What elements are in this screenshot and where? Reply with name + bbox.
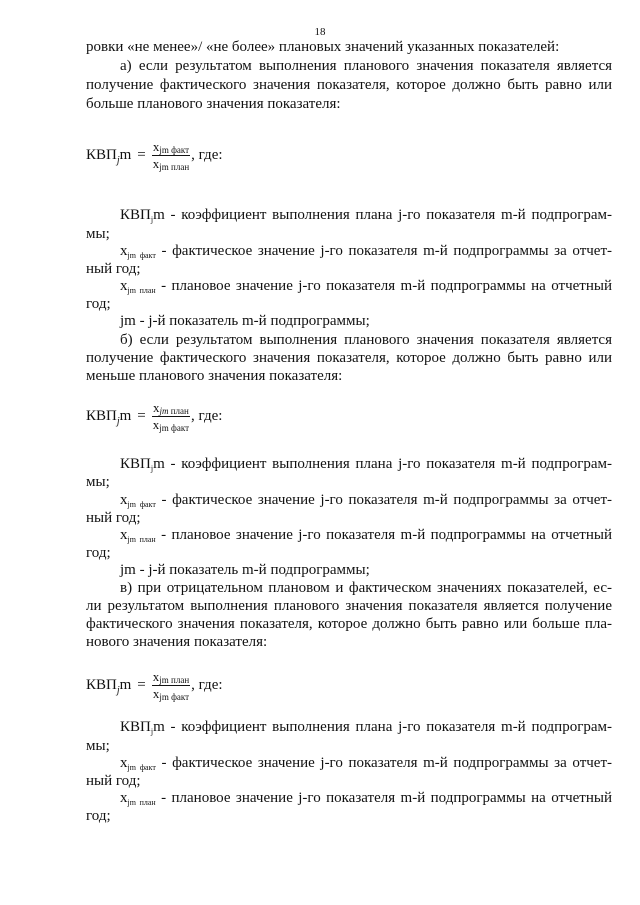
definition-line: $КВП_jm$ - коэффициент выполнения плана j-го показателя m-й подпрограм- [120, 207, 612, 224]
formula-lhs: $КВП_jm$ [86, 146, 132, 166]
fraction [152, 139, 190, 172]
formula-a: $КВП_jm$ = $\frac{x_{jm факт}}{x_{jm план}}$ , где: [86, 138, 223, 172]
text-line: ровки «не менее»/ «не более» плановых значений указанных показателей: [86, 39, 560, 55]
text-line: мы; [86, 474, 110, 490]
text-line: ли результатом выполнения планового значения показателя является получение [86, 598, 612, 614]
definition-line: $x_{jm план}$ - плановое значение j-го показателя m-й подпрограммы на отчетный [120, 278, 612, 295]
definition-line: $КВП_jm$ - коэффициент выполнения плана j-го показателя m-й подпрограм- [120, 456, 612, 473]
denominator: $x_{jm план}$ [152, 155, 190, 172]
denominator: $x_{jm факт}$ [152, 685, 190, 702]
numerator: $x_{jm план}$ [152, 668, 190, 685]
text-line: нового значения показателя: [86, 634, 268, 650]
text-line: фактического значения показателя, которое должно быть равно или больше пла- [86, 616, 612, 632]
formula-b: $КВП_jm$ = $\frac{x_{jm план}}{x_{jm факт}}$ , где: [86, 399, 223, 433]
text-line: получение фактического значения показателя, которое должно быть равно или [86, 77, 612, 93]
text-line: ный год; [86, 261, 141, 277]
definition-line: $x_{jm факт}$ - фактическое значение j-го показателя m-й подпрограммы за отчет- [120, 492, 612, 509]
fraction [152, 669, 190, 702]
formula-lhs: $КВП_jm$ [86, 676, 132, 696]
denominator: $x_{jm факт}$ [152, 416, 190, 433]
text-line: год; [86, 296, 111, 312]
text-line: год; [86, 808, 111, 824]
formula-lhs: $КВП_jm$ [86, 407, 132, 427]
formula-c: $КВП_jm$ = $\frac{x_{jm план}}{x_{jm факт}}$ , где: [86, 668, 223, 702]
text-line: в) при отрицательном плановом и фактическом значениях показателей, ес- [120, 580, 612, 596]
text-line: ный год; [86, 510, 141, 526]
definition-line: $КВП_jm$ - коэффициент выполнения плана j-го показателя m-й подпрограм- [120, 719, 612, 736]
numerator: $x_{jm факт}$ [152, 138, 190, 155]
text-line: мы; [86, 226, 110, 242]
definition-line: $x_{jm факт}$ - фактическое значение j-го показателя m-й подпрограммы за отчет- [120, 755, 612, 772]
definition-line: $x_{jm факт}$ - фактическое значение j-го показателя m-й подпрограммы за отчет- [120, 243, 612, 260]
text-line: б) если результатом выполнения планового значения показателя является [120, 332, 612, 348]
numerator: $x_{jm план}$ [152, 399, 189, 416]
page-number: 18 [314, 26, 326, 38]
text-line: больше планового значения показателя: [86, 96, 341, 112]
text-line: получение фактического значения показателя, которое должно быть равно или [86, 350, 612, 366]
text-line: меньше планового значения показателя: [86, 368, 343, 384]
fraction [152, 400, 190, 433]
text-line: ный год; [86, 773, 141, 789]
definition-line: $x_{jm план}$ - плановое значение j-го показателя m-й подпрограммы на отчетный [120, 527, 612, 544]
text-line: год; [86, 545, 111, 561]
text-line: мы; [86, 738, 110, 754]
definition-line: jm - j-й показатель m-й подпрограммы; [120, 313, 370, 329]
definition-line: jm - j-й показатель m-й подпрограммы; [120, 562, 370, 578]
text-line: а) если результатом выполнения планового значения показателя является [120, 58, 612, 74]
definition-line: $x_{jm план}$ - плановое значение j-го показателя m-й подпрограммы на отчетный [120, 790, 612, 807]
